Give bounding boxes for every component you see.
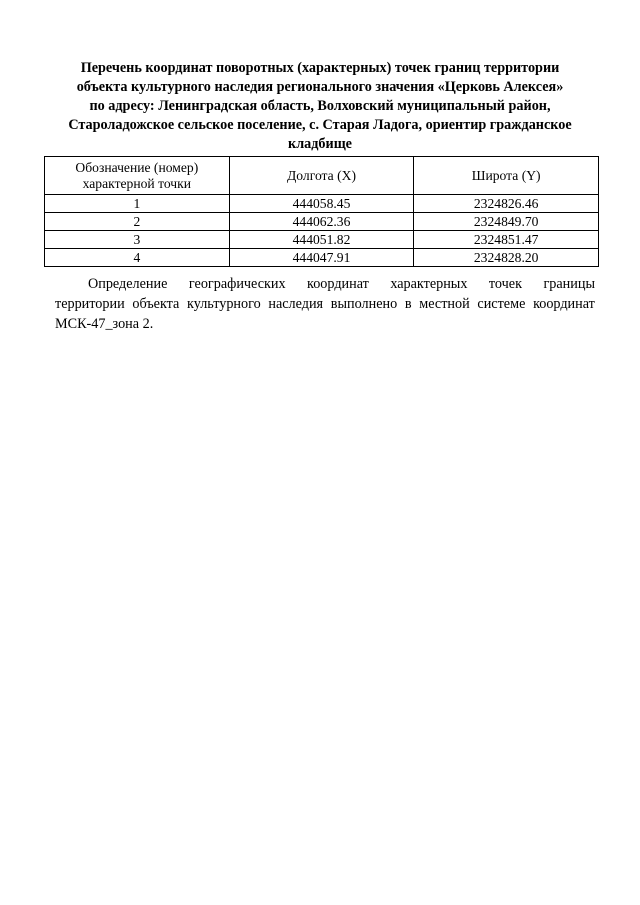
header-point-number xyxy=(45,157,230,195)
title-line: по адресу: Ленинградская область, Волховский муниципальный район, xyxy=(89,98,551,114)
note-word: культурного xyxy=(187,296,261,312)
note-word: координат xyxy=(533,296,595,312)
table-row xyxy=(45,231,599,249)
note-word: выполнено xyxy=(330,296,398,312)
note-word: в xyxy=(404,296,412,312)
note-word: наследия xyxy=(268,296,324,312)
header-latitude xyxy=(414,157,599,195)
longitude-cell: 444047.91 xyxy=(229,249,414,267)
point-number-cell: 4 xyxy=(45,249,230,267)
point-number-cell: 3 xyxy=(45,231,230,249)
coordinates-table xyxy=(44,156,599,267)
latitude-cell: 2324826.46 xyxy=(414,195,599,213)
title-line: объекта культурного наследия регионального значения «Церковь Алексея» xyxy=(76,79,564,95)
note-word: точек xyxy=(488,276,522,292)
header-text: характерной точки xyxy=(82,175,192,191)
note-word: объекта xyxy=(132,296,180,312)
table-row xyxy=(45,195,599,213)
note-word: местной xyxy=(419,296,470,312)
note-word: координат xyxy=(307,276,369,292)
point-number-cell: 1 xyxy=(45,195,230,213)
table-header-row xyxy=(45,157,599,195)
header-text: Широта (Y) xyxy=(471,167,541,183)
latitude-cell: 2324851.47 xyxy=(414,231,599,249)
header-text: Долгота (X) xyxy=(287,167,356,183)
note-word: Определение xyxy=(88,276,168,292)
note-word: территории xyxy=(55,296,125,312)
title-line: Перечень координат поворотных (характерных) точек границ территории xyxy=(80,60,560,76)
coordinate-system-note xyxy=(55,274,595,334)
note-word: географических xyxy=(188,276,286,292)
note-line-2 xyxy=(55,294,595,314)
note-word: границы xyxy=(543,276,595,292)
note-word: системе xyxy=(477,296,526,312)
longitude-cell: 444058.45 xyxy=(229,195,414,213)
longitude-cell: 444051.82 xyxy=(229,231,414,249)
point-number-cell: 2 xyxy=(45,213,230,231)
title-line: кладбище xyxy=(288,136,352,152)
document-title xyxy=(45,59,595,154)
title-line: Староладожское сельское поселение, с. Старая Ладога, ориентир гражданское xyxy=(68,117,572,133)
table-row xyxy=(45,249,599,267)
note-word: характерных xyxy=(390,276,468,292)
latitude-cell: 2324849.70 xyxy=(414,213,599,231)
note-line-1 xyxy=(55,274,595,294)
header-longitude xyxy=(229,157,414,195)
latitude-cell: 2324828.20 xyxy=(414,249,599,267)
header-text: Обозначение (номер) xyxy=(75,159,199,175)
table-row xyxy=(45,213,599,231)
note-line-3: МСК-47_зона 2. xyxy=(55,316,154,332)
longitude-cell: 444062.36 xyxy=(229,213,414,231)
